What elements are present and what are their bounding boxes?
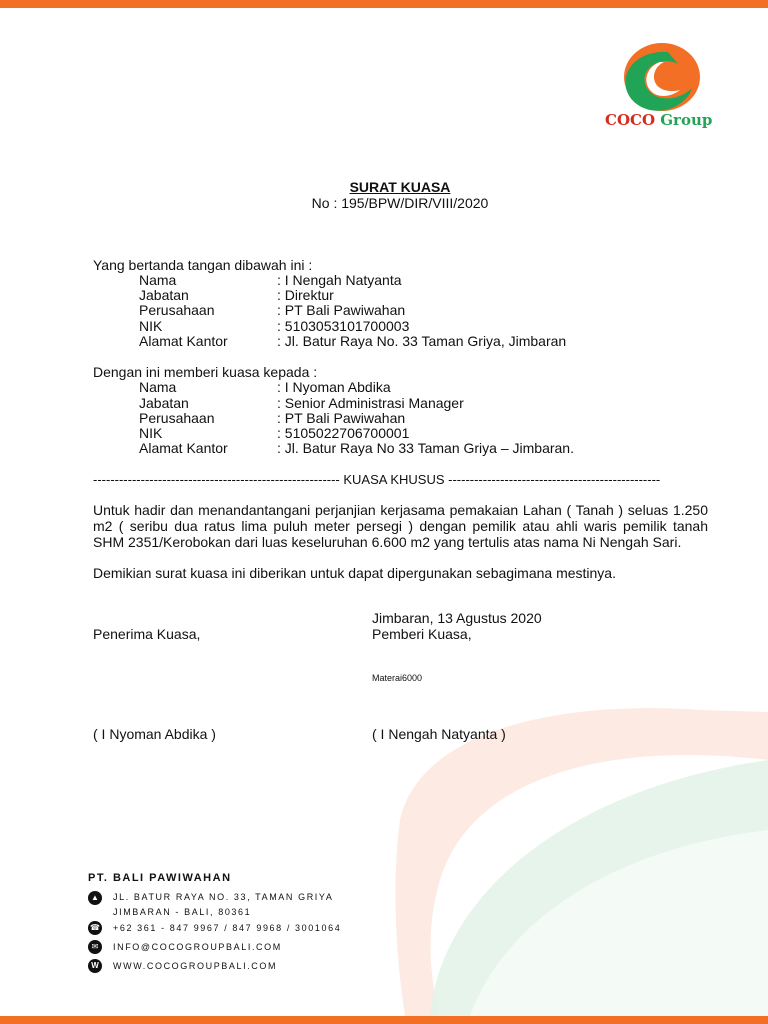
receiver-name: ( I Nyoman Abdika ) xyxy=(93,726,216,742)
kuasa-khusus-divider: --------------------------------------------------------- KUASA KHUSUS ------------------------------------------------- xyxy=(93,472,661,487)
recipient-label-nama: Nama xyxy=(139,379,177,395)
grantor-value-jabatan: : Direktur xyxy=(277,287,334,303)
grantor-value-nama: : I Nengah Natyanta xyxy=(277,272,402,288)
materai-stamp-label: Materai6000 xyxy=(372,673,423,683)
receiver-label: Penerima Kuasa, xyxy=(93,626,201,642)
body-line: m2 ( seribu dua ratus lima puluh meter persegi ) dengan pemilik atau ahli waris pemilik tanah xyxy=(93,518,708,534)
recipient-label-nik: NIK xyxy=(139,425,163,441)
recipient-value-perusahaan: : PT Bali Pawiwahan xyxy=(277,410,406,426)
email-icon: ✉ xyxy=(88,940,102,954)
recipient-label-jabatan: Jabatan xyxy=(139,395,189,411)
recipient-intro: Dengan ini memberi kuasa kepada : xyxy=(93,364,318,380)
grantor-label-nama: Nama xyxy=(139,272,177,288)
bottom-accent-bar xyxy=(0,1016,768,1024)
grantor-value-nik: : 5103053101700003 xyxy=(277,318,410,334)
body-paragraph xyxy=(93,502,708,550)
grantor-label-perusahaan: Perusahaan xyxy=(139,302,215,318)
footer-email[interactable]: INFO@COCOGROUPBALI.COM xyxy=(113,942,282,952)
footer-address-line2: JIMBARAN - BALI, 80361 xyxy=(113,907,252,917)
footer-website[interactable]: WWW.COCOGROUPBALI.COM xyxy=(113,961,278,971)
giver-label: Pemberi Kuasa, xyxy=(372,626,472,642)
place-date: Jimbaran, 13 Agustus 2020 xyxy=(372,610,542,626)
recipient-value-jabatan: : Senior Administrasi Manager xyxy=(277,395,464,411)
grantor-value-alamat: : Jl. Batur Raya No. 33 Taman Griya, Jimbaran xyxy=(277,333,567,349)
grantor-intro: Yang bertanda tangan dibawah ini : xyxy=(93,257,313,273)
grantor-label-nik: NIK xyxy=(139,318,163,334)
recipient-value-nama: : I Nyoman Abdika xyxy=(277,379,391,395)
logo-wordmark: COCO Group xyxy=(605,111,713,129)
body-line: SHM 2351/Kerobokan dari luas keseluruhan 6.600 m2 yang tertulis atas nama Ni Nengah Sari. xyxy=(93,534,682,550)
recipient-label-perusahaan: Perusahaan xyxy=(139,410,215,426)
grantor-label-jabatan: Jabatan xyxy=(139,287,189,303)
giver-name: ( I Nengah Natyanta ) xyxy=(372,726,506,742)
recipient-value-nik: : 5105022706700001 xyxy=(277,425,410,441)
letter-title: SURAT KUASA xyxy=(349,179,451,195)
grantor-value-perusahaan: : PT Bali Pawiwahan xyxy=(277,302,406,318)
website-icon: W xyxy=(88,959,102,973)
footer-phone: +62 361 - 847 9967 / 847 9968 / 3001064 xyxy=(113,923,342,933)
letter-number: No : 195/BPW/DIR/VIII/2020 xyxy=(311,195,489,211)
closing-sentence: Demikian surat kuasa ini diberikan untuk dapat dipergunakan sebagimana mestinya. xyxy=(93,565,616,581)
recipient-value-alamat: : Jl. Batur Raya No 33 Taman Griya – Jimbaran. xyxy=(277,440,574,456)
footer-company-name: PT. BALI PAWIWAHAN xyxy=(88,872,232,884)
recipient-label-alamat: Alamat Kantor xyxy=(139,440,228,456)
phone-icon: ☎ xyxy=(88,921,102,935)
footer-address-line1: JL. BATUR RAYA NO. 33, TAMAN GRIYA xyxy=(113,892,334,902)
location-icon: ▲ xyxy=(88,891,102,905)
grantor-label-alamat: Alamat Kantor xyxy=(139,333,228,349)
body-line: Untuk hadir dan menandantangani perjanjian kerjasama pemakaian Lahan ( Tanah ) seluas 1.250 xyxy=(93,502,708,518)
